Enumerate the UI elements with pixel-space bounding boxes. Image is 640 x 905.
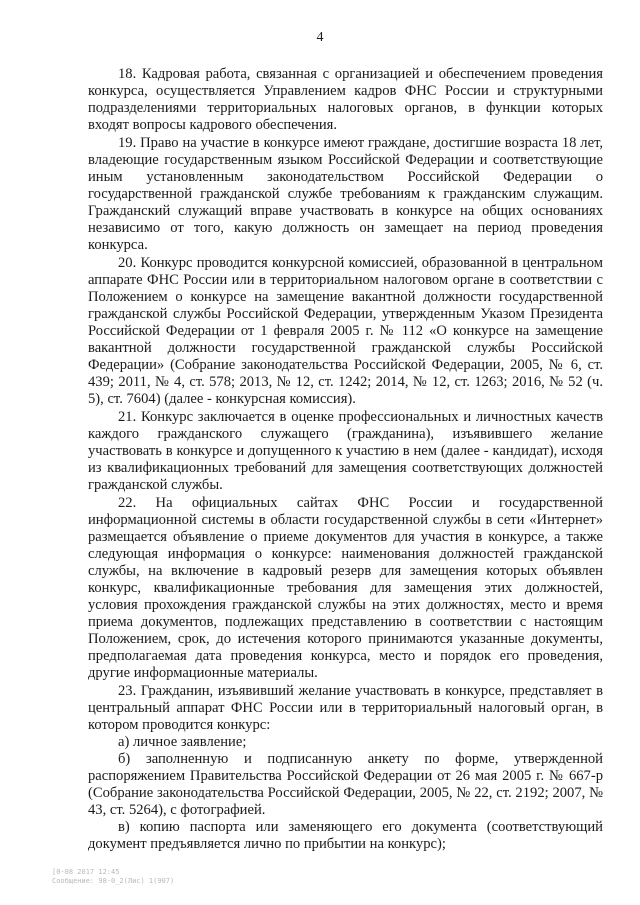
page-number: 4	[316, 30, 324, 45]
paragraph-21: 21. Конкурс заключается в оценке профессиональных и личностных качеств каждого гражданского служащего (гражданина), изъявившего желание участвовать в конкурсе и допущенного к участию в нем (далее - кандидат), исходя из квалификационных требований для замещения соответствующих должностей гражданской службы.	[88, 409, 603, 493]
paragraph-20: 20. Конкурс проводится конкурсной комиссией, образованной в центральном аппарате ФНС России или в территориальном налоговом органе в соответствии с Положением о конкурсе на замещение вакантной должности государственной гражданской службы Российской Федерации, утвержденным Указом Президента Российской Федерации от 1 февраля 2005 г. № 112 «О конкурсе на замещение вакантной должности государственной гражданской службы Российской Федерации» (Собрание законодательства Российской Федерации, 2005, № 6, ст. 439; 2011, № 4, ст. 578; 2013, № 12, ст. 1242; 2014, № 12, ст. 1263; 2016, № 52 (ч. 5), ст. 7604) (далее - конкурсная комиссия).	[88, 255, 603, 407]
list-item-v: в) копию паспорта или заменяющего его документа (соответствующий документ предъявляется лично по прибытии на конкурс);	[88, 819, 603, 852]
list-item-a: а) личное заявление;	[118, 734, 247, 750]
stamp-line-1: [0-08 2017 12:45	[52, 868, 120, 876]
stamp-line-2: Сообщение: 98-0_2(Лис) 1(907)	[52, 877, 175, 885]
paragraph-19: 19. Право на участие в конкурсе имеют граждане, достигшие возраста 18 лет, владеющие государственным языком Российской Федерации и соответствующие иным установленным законодательством Российской Федерации о государственной гражданской службе требованиям к гражданским служащим. Гражданский служащий вправе участвовать в конкурсе на общих основаниях независимо от того, какую должность он замещает на период проведения конкурса.	[88, 135, 603, 253]
document-stamp	[52, 868, 174, 886]
paragraph-18: 18. Кадровая работа, связанная с организацией и обеспечением проведения конкурса, осуществляется Управлением кадров ФНС России и структурными подразделениями территориальных налоговых органов, в функции которых входят вопросы кадрового обеспечения.	[88, 66, 603, 133]
paragraph-23: 23. Гражданин, изъявивший желание участвовать в конкурсе, представляет в центральный аппарат ФНС России или в территориальный налоговый орган, в котором проводится конкурс:	[88, 683, 603, 733]
document-body	[88, 66, 603, 853]
paragraph-22: 22. На официальных сайтах ФНС России и государственной информационной системы в области государственной службы в сети «Интернет» размещается объявление о приеме документов для участия в конкурсе, а также следующая информация о конкурсе: наименования должностей гражданской службы, на включение в кадровый резерв для замещения которых объявлен конкурс, квалификационные требования для замещения этих должностей, условия прохождения гражданской службы на этих должностях, место и время приема документов, подлежащих представлению в соответствии с настоящим Положением, срок, до истечения которого принимаются указанные документы, предполагаемая дата проведения конкурса, место и порядок его проведения, другие информационные материалы.	[88, 495, 603, 681]
list-item-b: б) заполненную и подписанную анкету по форме, утвержденной распоряжением Правительства Российской Федерации от 26 мая 2005 г. № 667-р (Собрание законодательства Российской Федерации, 2005, № 22, ст. 2192; 2007, № 43, ст. 5264), с фотографией.	[88, 751, 603, 818]
